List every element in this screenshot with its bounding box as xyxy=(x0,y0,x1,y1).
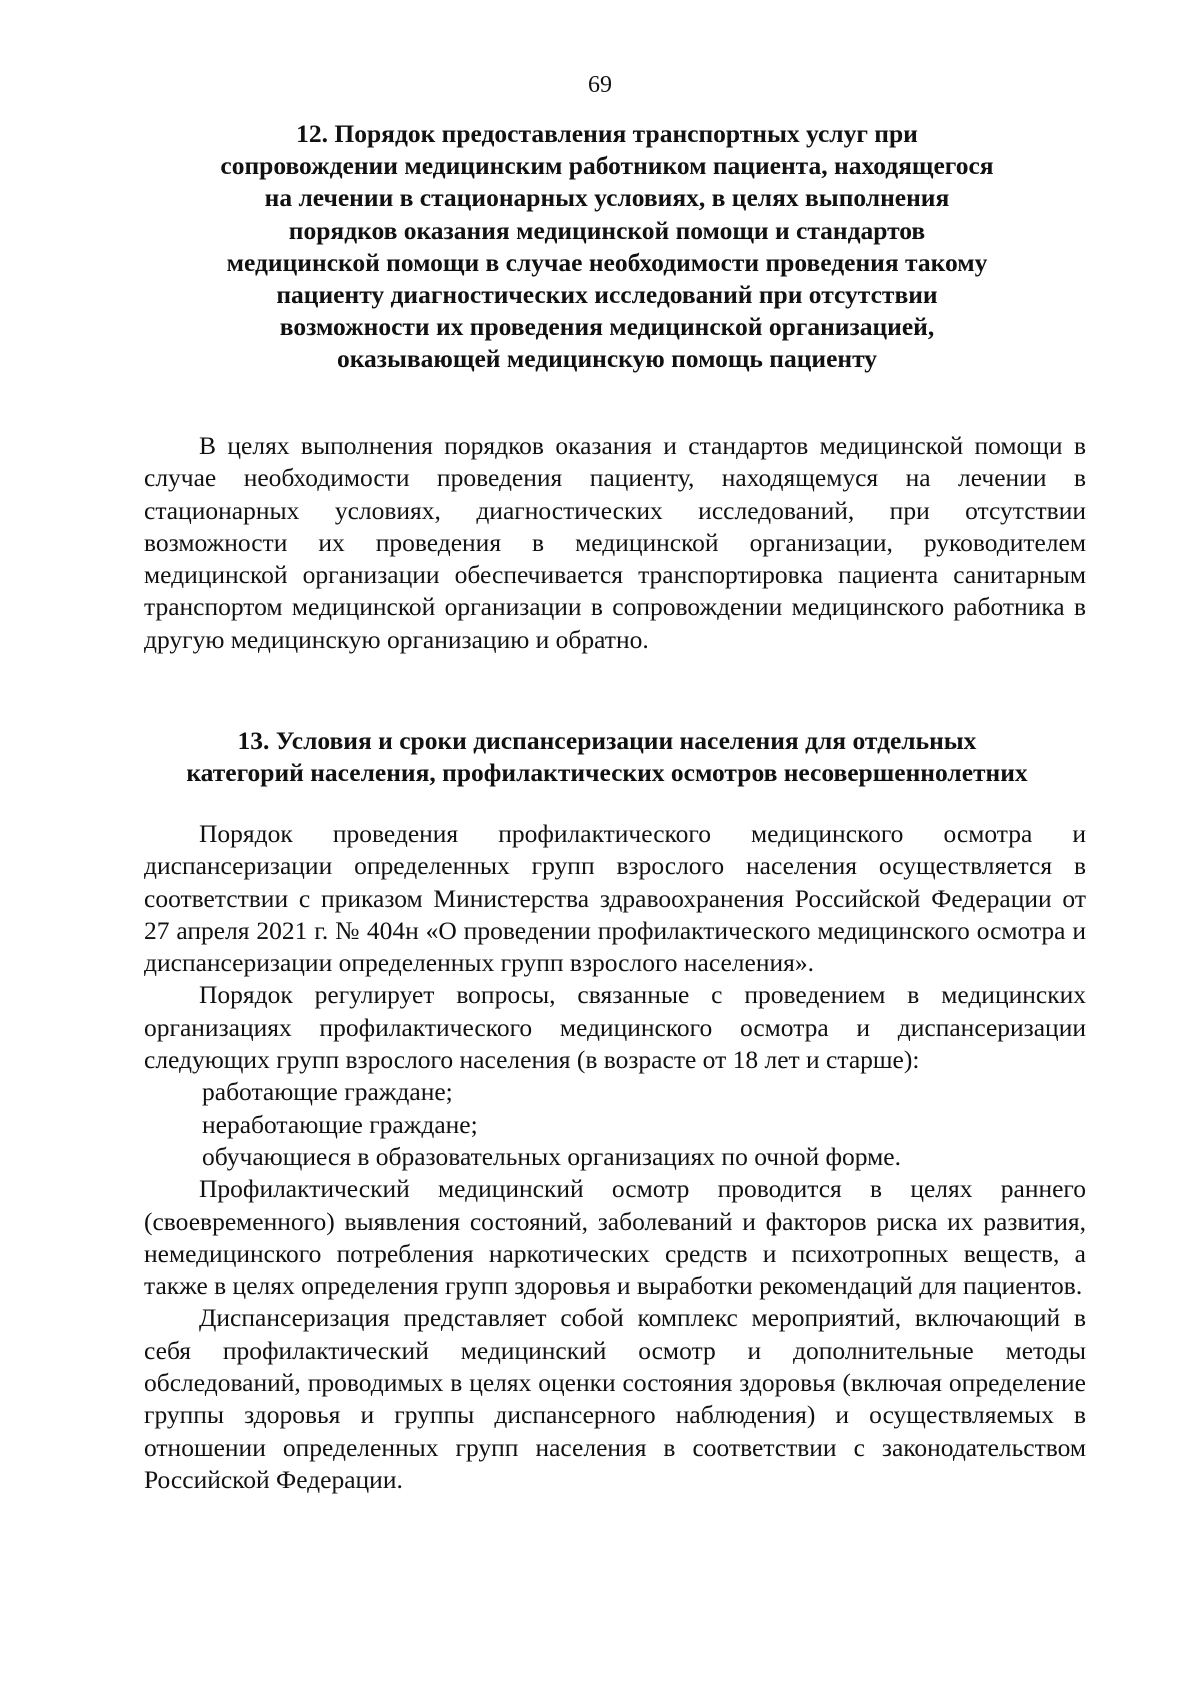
heading-line: возможности их проведения медицинской организацией, xyxy=(279,312,935,342)
heading-line: категорий населения, профилактических осмотров несовершеннолетних xyxy=(186,758,1028,788)
page-number: 69 xyxy=(588,72,612,98)
heading-line: 12. Порядок предоставления транспортных услуг при xyxy=(296,119,918,148)
section-12-body xyxy=(144,430,1086,656)
heading-line: порядков оказания медицинской помощи и стандартов xyxy=(288,215,926,245)
heading-line: оказывающей медицинскую помощь пациенту xyxy=(336,344,878,374)
list-item: работающие граждане; xyxy=(202,1077,453,1107)
paragraph: В целях выполнения порядков оказания и стандартов медицинской помощи в случае необходимости проведения пациенту, находящемуся на лечении в стационарных условиях, диагностических исследований, при отсутствии возможности их проведения в медицинской организации, руководителем медицинской организации обеспечивается транспортировка пациента санитарным транспортом медицинской организации в сопровождении медицинского работника в другую медицинскую организацию и обратно. xyxy=(144,431,1086,654)
list-item: обучающиеся в образовательных организациях по очной форме. xyxy=(202,1141,901,1171)
heading-line: пациенту диагностических исследований при отсутствии xyxy=(276,280,938,310)
paragraph: Профилактический медицинский осмотр проводится в целях раннего (своевременного) выявления состояний, заболеваний и факторов риска их развития, немедицинского потребления наркотических средств и психотропных веществ, а также в целях определения групп здоровья и выработки рекомендаций для пациентов. xyxy=(144,1174,1086,1301)
heading-line: на лечении в стационарных условиях, в целях выполнения xyxy=(264,183,950,213)
paragraph: Порядок регулирует вопросы, связанные с проведением в медицинских организациях профилактического медицинского осмотра и диспансеризации следующих групп взрослого населения (в возрасте от 18 лет и старше): xyxy=(144,980,1086,1075)
list-item: неработающие граждане; xyxy=(202,1109,478,1139)
section-13-body xyxy=(144,818,1086,1496)
paragraph: Диспансеризация представляет собой комплекс мероприятий, включающий в себя профилактический медицинский осмотр и дополнительные методы обследований, проводимых в целях оценки состояния здоровья (включая определение группы здоровья и группы диспансерного наблюдения) и осуществляемых в отношении определенных групп населения в соответствии с законодательством Российской Федерации. xyxy=(144,1303,1086,1494)
heading-line: сопровождении медицинским работником пациента, находящегося xyxy=(220,151,994,181)
section-12-heading xyxy=(140,118,1074,376)
paragraph: Порядок проведения профилактического медицинского осмотра и диспансеризации определенных групп взрослого населения осуществляется в соответствии с приказом Министерства здравоохранения Российской Федерации от 27 апреля 2021 г. № 404н «О проведении профилактического медицинского осмотра и диспансеризации определенных групп взрослого населения». xyxy=(144,819,1086,978)
section-13-heading xyxy=(140,725,1074,789)
heading-line: 13. Условия и сроки диспансеризации населения для отдельных xyxy=(237,726,977,755)
heading-line: медицинской помощи в случае необходимости проведения такому xyxy=(226,247,988,277)
